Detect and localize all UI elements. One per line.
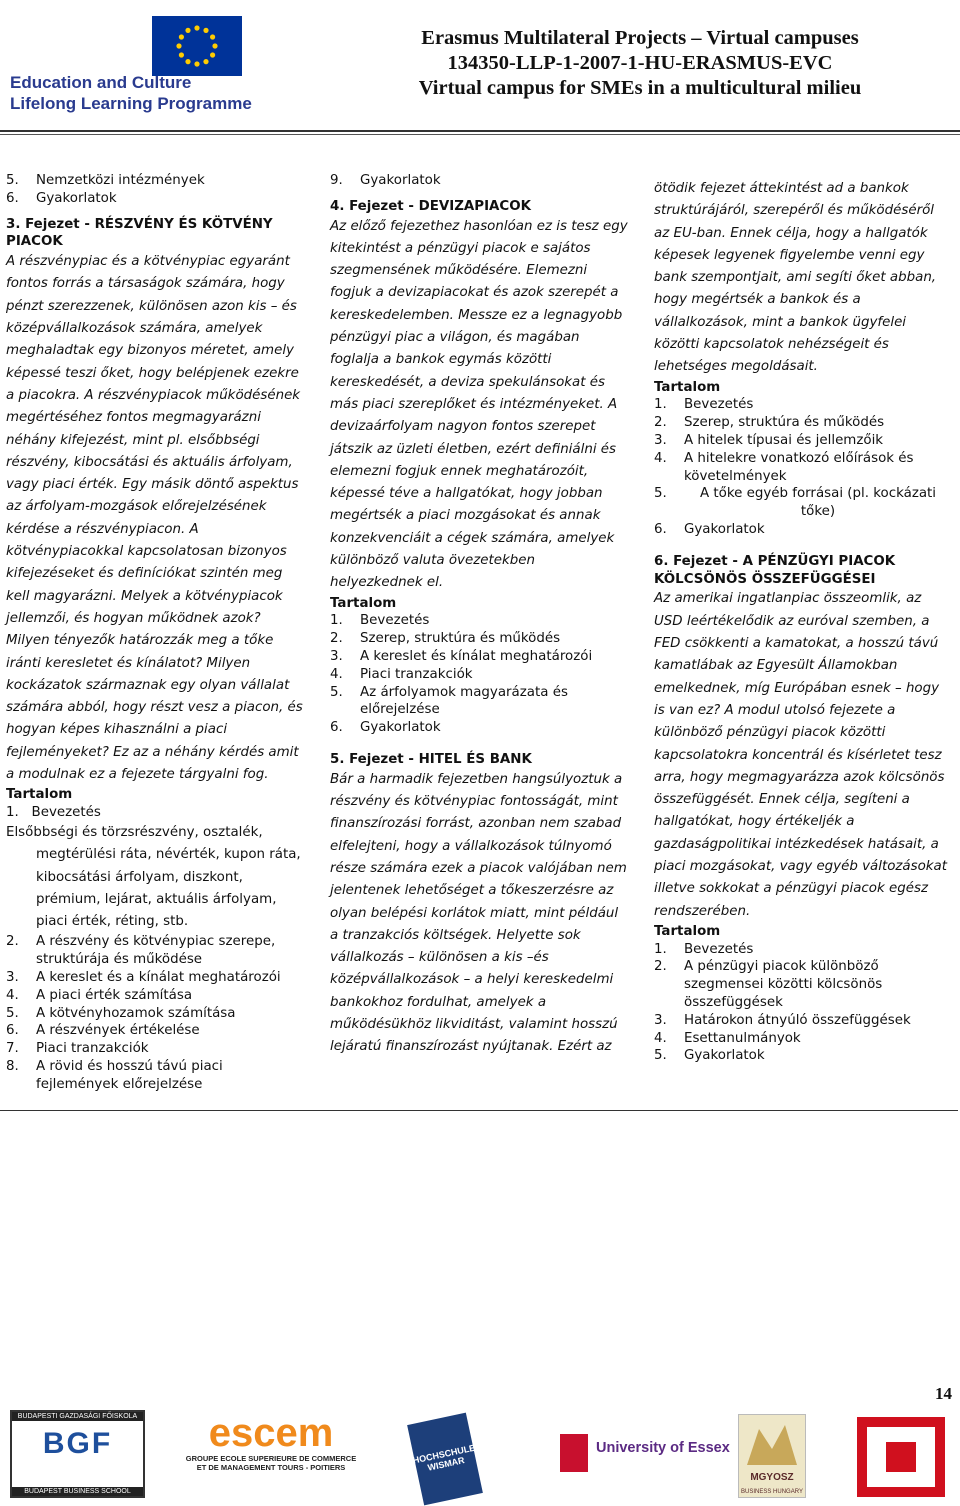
column-2: [330, 172, 630, 1059]
chapter-5-title: 5. Fejezet - HITEL ÉS BANK: [330, 752, 532, 768]
column-3: [654, 178, 952, 1065]
footer-rule: [0, 1110, 958, 1111]
list-item: 1. Bevezetés: [330, 613, 430, 629]
toc-label: Tartalom: [6, 787, 73, 803]
header-rule: [0, 130, 960, 132]
university-of-essex-logo: University of Essex: [560, 1430, 690, 1480]
eu-programme-logo: [0, 8, 252, 113]
list-item: 2. A részvény és kötvénypiac szerepe, struktúrája és működése: [6, 934, 276, 968]
page-number: 14: [935, 1384, 952, 1403]
toc-item-1-sub: Elsőbbségi és törzsrészvény, osztalék, megtérülési ráta, névérték, kupon ráta, kibocsátási árfolyam, diszkont, prémium, lejárat, aktuális árfolyam, piaci érték, réting, stb.: [6, 824, 301, 930]
list-item: 6. Gyakorlatok: [654, 522, 765, 538]
bgf-logo: BUDAPESTI GAZDASÁGI FŐISKOLA BGF BUDAPEST BUSINESS SCHOOL: [10, 1410, 145, 1498]
list-item: 3. Határokon átnyúló összefüggések: [654, 1012, 911, 1028]
chapter-4-title: 4. Fejezet - DEVIZAPIACOK: [330, 198, 532, 214]
eu-flag-icon: [152, 16, 242, 76]
header-title-1: Erasmus Multilateral Projects – Virtual campuses: [421, 27, 859, 49]
mgyosz-logo: MGYOSZ BUSINESS HUNGARY: [738, 1414, 806, 1498]
list-item: 5. A tőke egyéb forrásai (pl. kockázati tőke): [654, 486, 937, 520]
escem-logo: escem GROUPE ECOLE SUPERIEURE DE COMMERCE ET DE MANAGEMENT TOURS - POITIERS: [185, 1411, 357, 1472]
logo-education-culture: Education and Culture: [10, 73, 192, 92]
toc-label: Tartalom: [330, 595, 397, 611]
list-item: 1. Bevezetés: [654, 941, 754, 957]
list-item: 2. Szerep, struktúra és működés: [654, 415, 885, 431]
header-title-2: 134350-LLP-1-2007-1-HU-ERASMUS-EVC: [447, 52, 833, 74]
list-item: 7. Piaci tranzakciók: [6, 1041, 149, 1057]
list-item: 4. Piaci tranzakciók: [330, 666, 473, 682]
partner-logos: [0, 1410, 960, 1500]
header-titles: [320, 26, 960, 101]
list-item: 2. Szerep, struktúra és működés: [330, 631, 561, 647]
chapter-3-title: 3. Fejezet - RÉSZVÉNY ÉS KÖTVÉNY PIACOK: [6, 216, 273, 250]
chapter-6-text: Az amerikai ingatlanpiac összeomlik, az USD leértékelődik az euróval szemben, a FED csökkenti a kamatokat, a hosszú távú kamatlábak az Egyesült Államokban emelkednek, míg Európában esnek – hogy is van ez? A modul utolsó fejezete a különböző pénzügyi piacok közötti kapcsolatokra koncentrál és kísérletet tesz arra, hogy megmagyarázza azok kölcsönös összefüggését. Ennek célja, segíteni a hallgatókat, hogy értékeljék a gazdaságpolitikai intézkedések hatásait, a piaci mozgásokat, vagy egyéb változásokat illetve sokkokat a pénzügyi piacok egész rendszerében.: [654, 591, 948, 919]
list-item: 8. A rövid és hosszú távú piaci fejlemények előrejelzése: [6, 1058, 223, 1092]
toc-label: Tartalom: [654, 379, 721, 395]
logo-lifelong-learning: Lifelong Learning Programme: [10, 94, 252, 113]
header-title-3: Virtual campus for SMEs in a multicultural milieu: [418, 77, 862, 99]
list-item: 6. Gyakorlatok: [330, 720, 441, 736]
list-item: 3. A hitelek típusai és jellemzőik: [654, 433, 884, 449]
hochschule-wismar-logo: HOCHSCHULE WISMAR: [407, 1413, 483, 1506]
page-header: [0, 0, 960, 130]
list-item: 2. A pénzügyi piacok különböző szegmensei közötti kölcsönös összefüggések: [654, 959, 883, 1011]
list-item: 6. Gyakorlatok: [6, 190, 117, 206]
toc-label: Tartalom: [654, 923, 721, 939]
list-item: 4. A hitelekre vonatkozó előírások és követelmények: [654, 450, 914, 484]
chapter-3-text: A részvénypiac és a kötvénypiac egyaránt fontos forrás a társaságok számára, hogy pénzt szerezzenek, különösen azon kis – és középvállalkozások számára, amelyek meghaladtak egy bizonyos méretet, amely képessé teszi őket, hogy belépjenek ezekre a piacokra. A részvénypiacok működésének megértéséhez fontos megmagyarázni néhány kifejezést, mint pl. elsőbbségi részvény, kibocsátási és aktuális árfolyam, vagy piaci érték. Egy másik döntő aspektus az árfolyam-mozgások előrejelzésének kérdése a részvénypiacon. A kötvénypiacokkal kapcsolatosan bizonyos kifejezéseket és definíciókat szintén meg kell magyarázni. Melyek a kötvénypiacok jellemzői, és hogyan működnek azok? Milyen tényezők határozzák meg a tőke iránti keresletet és kínálatot? Milyen kockázatok származnak egy olyan vállalat számára abból, hogy részt vesz a piacon, és hogyan képes kihasználni a piaci fejleményeket? Ez az a néhány kérdés amit a modulnak ez a fejezete tárgyalni fog.: [6, 254, 303, 783]
header-rule-thin: [0, 134, 960, 135]
list-item: 4. Esettanulmányok: [654, 1030, 801, 1046]
list-item: 5. A kötvényhozamok számítása: [6, 1005, 236, 1021]
partner-mark-icon: [856, 1416, 946, 1498]
list-item: 5. Gyakorlatok: [654, 1048, 765, 1064]
chapter-6-title: 6. Fejezet - A PÉNZÜGYI PIACOK KÖLCSÖNÖS ÖSSZEFÜGGÉSEI: [654, 553, 896, 587]
list-item: 3. A kereslet és a kínálat meghatározói: [6, 969, 281, 985]
list-item: 9. Gyakorlatok: [330, 173, 441, 188]
list-item: 5. Az árfolyamok magyarázata és előrejelzése: [330, 684, 568, 718]
toc-item-1: 1. Bevezetés: [6, 805, 101, 821]
chapter-4-text: Az előző fejezethez hasonlóan ez is tesz egy kitekintést a pénzügyi piacok e sajátos szegmensének működésére. Elemezni fogjuk a devizapiacokat és azok szerepét a kereskedelemben. Messze ez a legnagyobb pénzügyi piac a világon, és magában foglalja a bankok egymás közötti kereskedését, a deviza spekulánsokat és más piaci szereplőket és intézményeket. A devizaárfolyam nagyon fontos szerepet játszik az üzleti életben, ezért definiálni és elemezni fogjuk ennek meghatározóit, képessé téve a hallgatókat, hogy jobban megértsék a piaci mozgásokat és annak konzekvenciáit a cégek számára, amelyek különböző valuta övezetekben helyezkednek el.: [330, 218, 628, 591]
column-1: [6, 172, 304, 1094]
essex-shield-icon: [560, 1434, 588, 1472]
list-item: 3. A kereslet és kínálat meghatározói: [330, 649, 593, 665]
list-item: 1. Bevezetés: [654, 397, 754, 413]
list-item: 6. A részvények értékelése: [6, 1023, 200, 1039]
list-item: 5. Nemzetközi intézmények: [6, 173, 205, 188]
chapter-5-continued-text: ötödik fejezet áttekintést ad a bankok struktúrájáról, szerepéről és működéséről az EU-ban. Ennek célja, hogy a hallgatók képesek legyenek figyelembe venni egy bank szempontjait, ami segíti őket abban, hogy megértsék a bankok és a vállalkozások, mint a bankok ügyfelei közötti kapcsolatok nehézségeit és lehetséges megoldásait.: [654, 181, 937, 375]
chapter-5-text: Bár a harmadik fejezetben hangsúlyoztuk a részvény és kötvénypiac fontosságát, mint finanszírozási forrást, azonban nem szabad elfelejteni, hogy a vállalkozások túlnyomó része számára ezek a piacok valójában nem jelentenek lehetőséget a tőkeszerzésre az olyan belépési korlátok miatt, mint például a tranzakciós költségek. Helyette sok vállalkozás – különösen a kis –és középvállalkozások – a helyi kereskedelmi bankokhoz fordulhat, amelyek a működésükhöz likviditást, valamint hosszú lejáratú finanszírozást nyújtanak. Ezért az: [330, 771, 627, 1055]
list-item: 4. A piaci érték számítása: [6, 987, 193, 1003]
